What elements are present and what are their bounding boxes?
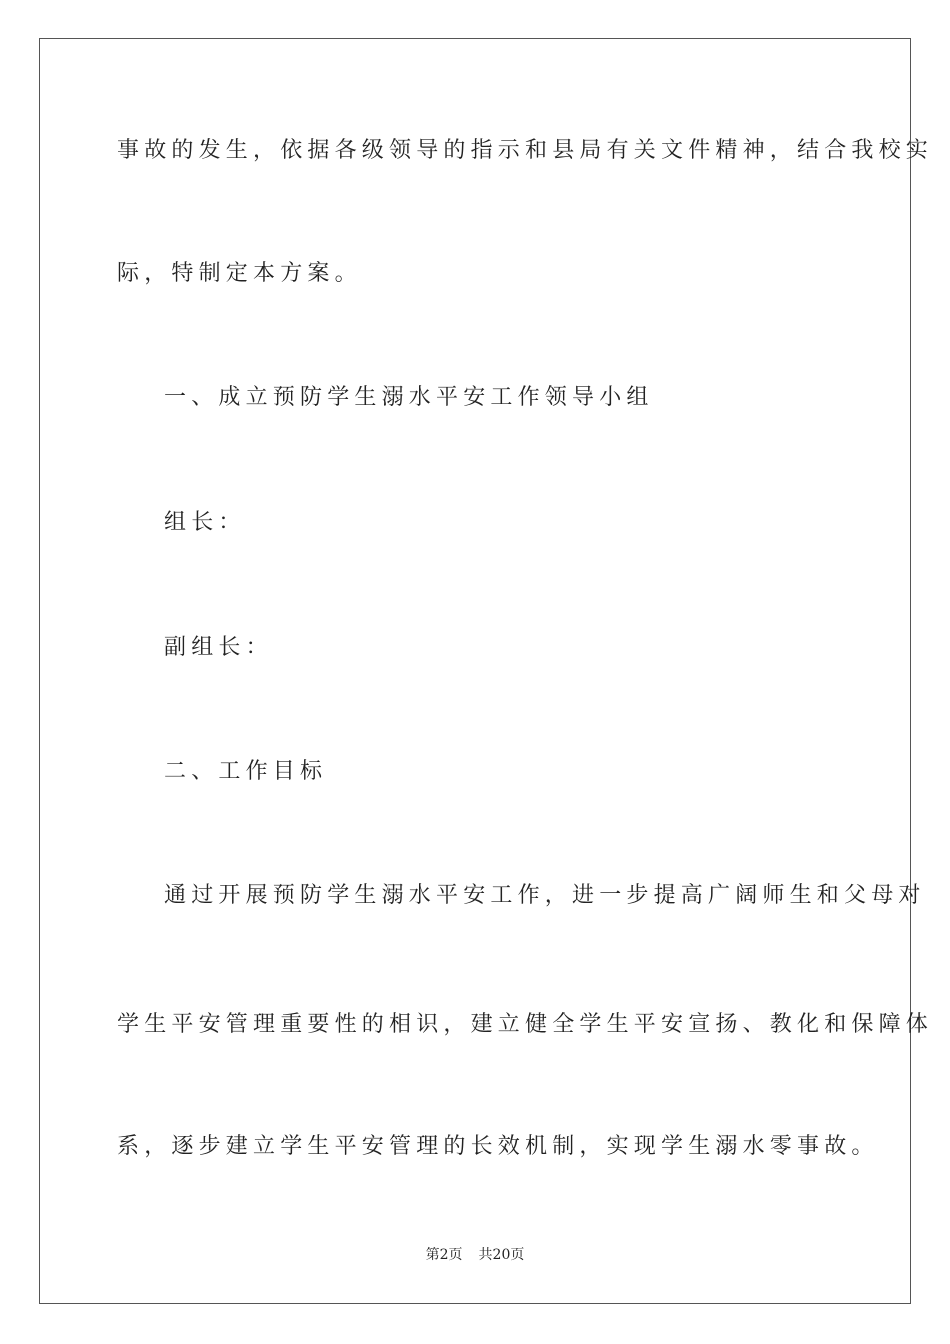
section-heading: 一、成立预防学生溺水平安工作领导小组	[164, 385, 654, 410]
field-label-deputy-leader: 副组长：	[164, 635, 273, 660]
body-text-line: 通过开展预防学生溺水平安工作，进一步提高广阔师生和父母对	[164, 883, 926, 908]
body-text-line: 事故的发生，依据各级领导的指示和县局有关文件精神，结合我校实	[117, 138, 934, 163]
section-heading: 二、工作目标	[164, 759, 328, 784]
body-text-line: 系，逐步建立学生平安管理的长效机制，实现学生溺水零事故。	[117, 1134, 879, 1159]
field-label-leader: 组长：	[164, 510, 246, 535]
page-footer	[0, 1246, 950, 1264]
body-text-line: 学生平安管理重要性的相识，建立健全学生平安宣扬、教化和保障体	[117, 1012, 934, 1037]
page-frame	[39, 38, 911, 1304]
page-total: 共20页	[478, 1247, 525, 1263]
body-text-line: 际，特制定本方案。	[117, 261, 362, 286]
page-number: 第2页	[425, 1247, 463, 1263]
